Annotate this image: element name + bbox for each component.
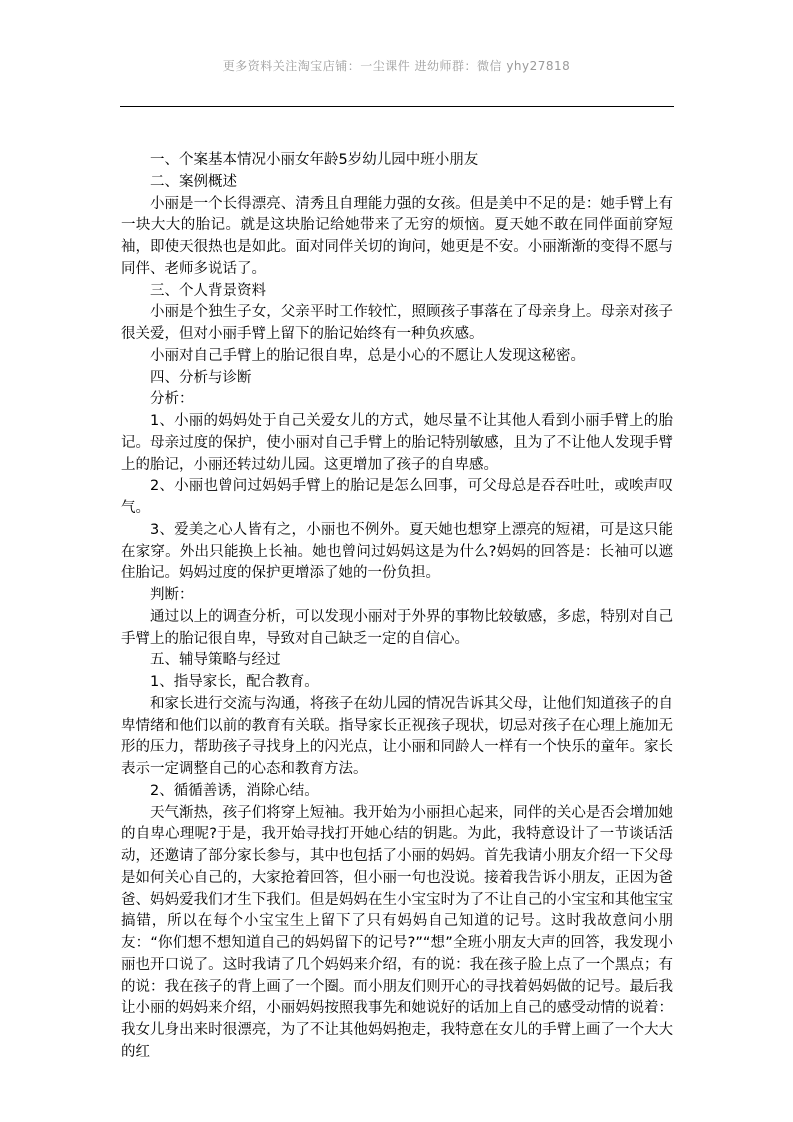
subheading-analysis: 分析： [150,391,194,408]
paragraph: 2、小丽也曾问过妈妈手臂上的胎记是怎么回事，可父母总是吞吞吐吐，或唉声叹气。 [121,478,673,516]
paragraph: 通过以上的调查分析，可以发现小丽对于外界的事物比较敏感，多虑，特别对自己手臂上的胎记很自卑，导致对自己缺乏一定的自信心。 [121,608,673,647]
paragraph: 天气渐热，孩子们将穿上短袖。我开始为小丽担心起来，同伴的关心是否会增加她的自卑心理呢?于是，我开始寻找打开她心结的钥匙。为此，我特意设计了一节谈话活动，还邀请了部分家长参与，其中也包括了小丽的妈妈。首先我请小朋友介绍一下父母是如何关心自己的，大家抢着回答，但小丽一句也没说。接着我告诉小朋友，正因为爸爸、妈妈爱我们才生下我们。但是妈妈在生小宝宝时为了不让自己的小宝宝和其他宝宝搞错，所以在每个小宝宝生上留下了只有妈妈自己知道的记号。这时我故意问小朋友：“你们想不想知道自己的妈妈留下的记号?”“想”全班小朋友大声的回答，我发现小丽也开口说了。这时我请了几个妈妈来介绍，有的说：我在孩子脸上点了一个黑点；有的说：我在孩子的背上画了一个圈。而小朋友们则开心的寻找着妈妈做的记号。最后我让小丽的妈妈来介绍，小丽妈妈按照我事先和她说好的话加上自己的感受动情的说着：我女儿身出来时很漂亮，为了不让其他妈妈抱走，我特意在女儿的手臂上画了一个大大的红 [121,804,673,1060]
section-heading-strategy: 五、辅导策略与经过 [150,652,281,669]
section-heading-overview: 二、案例概述 [150,173,237,190]
subheading-judgement: 判断： [150,587,194,603]
paragraph: 和家长进行交流与沟通，将孩子在幼儿园的情况告诉其父母，让他们知道孩子的自卑情绪和他们以前的教育有关联。指导家长正视孩子现状，切忌对孩子在心理上施加无形的压力，帮助孩子寻找身上的闪光点，让小丽和同龄人一样有一个快乐的童年。家长表示一定调整自己的心态和教育方法。 [121,695,673,777]
subheading-guidance: 2、循循善诱，消除心结。 [150,782,319,799]
paragraph: 小丽对自己手臂上的胎记很自卑，总是小心的不愿让人发现这秘密。 [150,347,585,364]
page-header: 更多资料关注淘宝店铺：一尘课件 进幼师群：微信 yhy27818 [222,59,571,73]
section-heading-case-info: 一、个案基本情况小丽女年龄5岁幼儿园中班小朋友 [150,152,479,168]
section-heading-background: 三、个人背景资料 [150,282,266,299]
paragraph: 小丽是个独生子女，父亲平时工作较忙，照顾孩子事落在了母亲身上。母亲对孩子很关爱，但对小丽手臂上留下的胎记始终有一种负疚感。 [121,304,673,342]
document-body [121,150,673,1064]
paragraph: 1、小丽的妈妈处于自己关爱女儿的方式，她尽量不让其他人看到小丽手臂上的胎记。母亲过度的保护，使小丽对自己手臂上的胎记特别敏感，且为了不让他人发现手臂上的胎记，小丽还转过幼儿园。这更增加了孩子的自卑感。 [121,413,673,473]
subheading-parent-guidance: 1、指导家长，配合教育。 [150,674,319,690]
paragraph: 3、爱美之心人皆有之，小丽也不例外。夏天她也想穿上漂亮的短裙，可是这只能在家穿。外出只能换上长袖。她也曾问过妈妈这是为什么?妈妈的回答是：长袖可以遮住胎记。妈妈过度的保护更增添了她的一份负担。 [121,521,673,582]
paragraph: 小丽是一个长得漂亮、清秀且自理能力强的女孩。但是美中不足的是：她手臂上有一块大大的胎记。就是这块胎记给她带来了无穷的烦恼。夏天她不敢在同伴面前穿短袖，即使天很热也是如此。面对同伴关切的询问，她更是不安。小丽渐渐的变得不愿与同伴、老师多说话了。 [121,195,673,277]
section-heading-analysis: 四、分析与诊断 [150,369,252,386]
header-divider [120,106,674,107]
